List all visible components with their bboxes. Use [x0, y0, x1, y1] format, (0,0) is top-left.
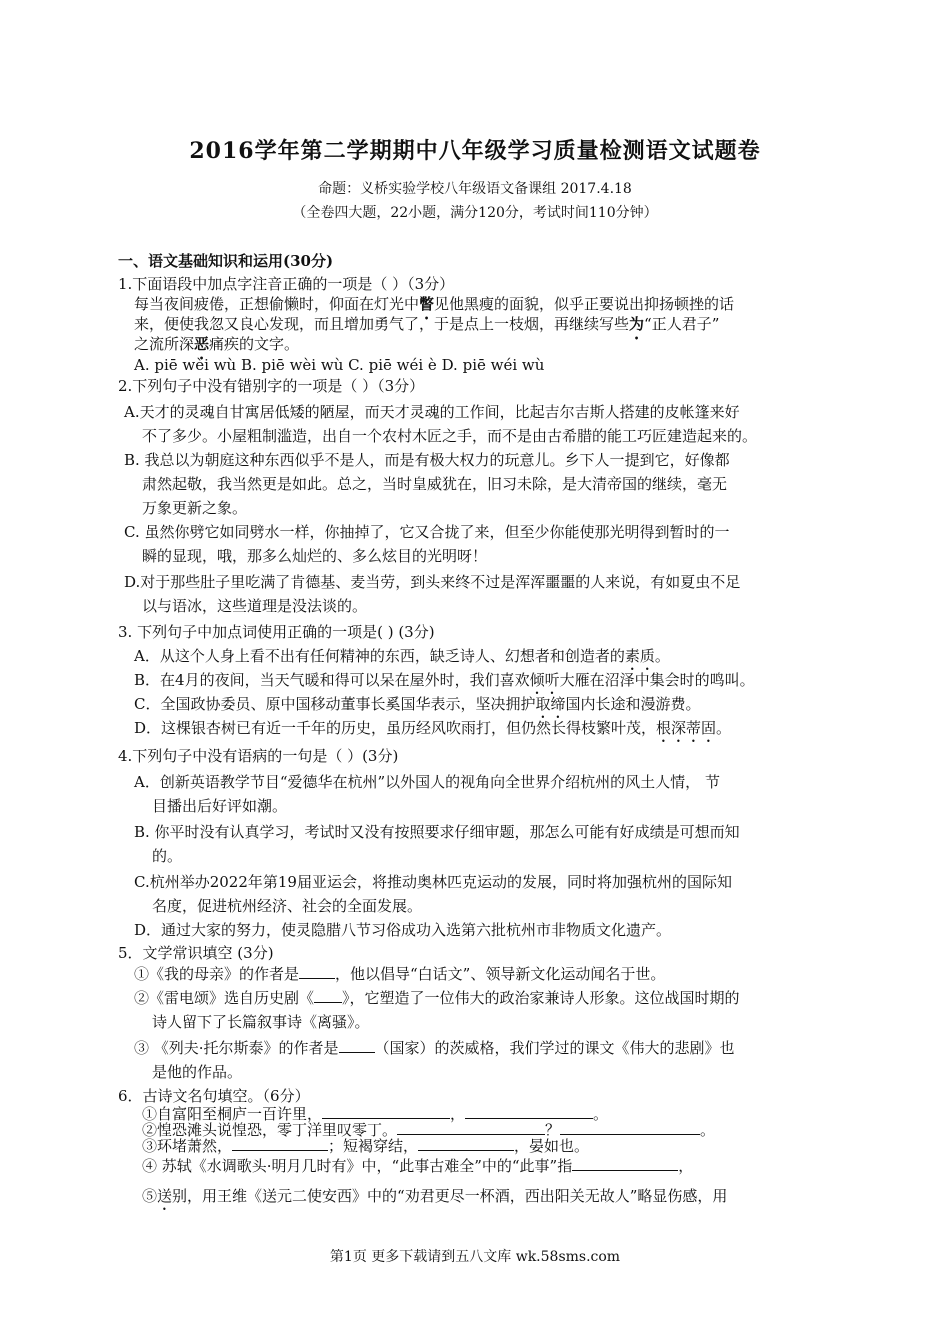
q5-text: 》，它塑造了一位伟大的政治家兼诗人形象。这位战国时期的 — [342, 989, 740, 1007]
q5-item-3 — [134, 1038, 735, 1058]
q2-option-b: B. 我总以为朝庭这种东西似乎不是人，而是有极大权力的玩意儿。乡下人一提到它，好像都 — [124, 451, 730, 469]
answer-blank[interactable] — [572, 1156, 678, 1171]
q3-dotted-word: 素质 — [624, 647, 655, 665]
q1-stem: 1.下面语段中加点字注音正确的一项是（ ）（3分） — [118, 275, 455, 293]
q1-dotted-char: 瞥 — [419, 295, 435, 313]
q2-option-c-cont: 瞬的显现，哦，那多么灿烂的、多么炫目的光明呀！ — [142, 547, 488, 565]
q3-dotted-word: 根深蒂固 — [656, 719, 717, 737]
q2-option-a: A.天才的灵魂自甘寓居低矮的陋屋，而天才灵魂的工作间，比起吉尔吉斯人搭建的皮帐篷来好 — [124, 403, 740, 421]
q4-option-a: A．创新英语教学节目“爱德华在杭州”以外国人的视角向全世界介绍杭州的风土人情， 节 — [134, 773, 720, 791]
q6-text: 。 — [593, 1105, 609, 1123]
q1-passage-text: “正人君子” — [644, 315, 720, 333]
q6-text: ④ 苏轼《水调歌头·明月几时有》中，“此事古难全”中的“此事”指 — [142, 1157, 573, 1175]
q5-item-2 — [134, 988, 740, 1008]
q3-text: 。 — [716, 719, 732, 737]
q6-dotted-char: 送 — [157, 1187, 173, 1205]
q6-item-3 — [142, 1136, 589, 1156]
q1-passage-text: 每当夜间疲倦，正想偷懒时，仰面在灯光中 — [134, 295, 420, 313]
answer-blank[interactable] — [339, 1038, 375, 1053]
q4-option-d: D．通过大家的努力，使灵隐腊八节习俗成功入选第六批杭州市非物质文化遗产。 — [134, 921, 672, 939]
answer-blank[interactable] — [418, 1136, 514, 1151]
q4-option-c: C.杭州举办2022年第19届亚运会，将推动奥林匹克运动的发展，同时将加强杭州的国际知 — [134, 873, 732, 891]
q2-option-b-cont: 肃然起敬，我当然更是如此。总之，当时皇威犹在，旧习未除，是大清帝国的继续，毫无 — [142, 475, 728, 493]
q6-text: ？ — [545, 1121, 561, 1139]
q3-text: C．全国政协委员、原中国移动董事长奚国华表示，坚决拥护 — [134, 695, 536, 713]
q6-text: ；短褐穿结， — [328, 1137, 419, 1155]
q2-option-d: D.对于那些肚子里吃满了肯德基、麦当劳，到头来终不过是浑浑噩噩的人来说，有如夏虫不足 — [124, 573, 741, 591]
q6-item-4 — [142, 1156, 693, 1176]
q5-stem: 5．文学常识填空 (3分) — [118, 944, 274, 962]
q1-passage-text: 痛疾的文字。 — [209, 335, 300, 353]
section-heading: 一、语文基础知识和运用(30分) — [118, 252, 334, 270]
q6-item-5 — [142, 1186, 727, 1214]
q3-dotted-word: 取缔 — [535, 695, 566, 713]
q1-passage-text: 之流所深 — [134, 335, 195, 353]
q5-text: ③ 《列夫·托尔斯泰》的作者是 — [134, 1039, 339, 1057]
q5-text: ②《雷电颂》选自历史剧《 — [134, 989, 315, 1007]
page-footer: 第1页 更多下载请到五八文库 wk.58sms.com — [329, 1249, 621, 1265]
q6-text: 。 — [700, 1121, 716, 1139]
q6-text: 别，用王维《送元二使安西》中的“劝君更尽一杯酒，西出阳关无故人”略显伤感，用 — [172, 1187, 728, 1205]
subtitle-info: （全卷四大题，22小题，满分120分，考试时间110分钟） — [292, 205, 658, 221]
page-title: 2016学年第二学期期中八年级学习质量检测语文试题卷 — [189, 138, 761, 164]
q3-text: 大雁在沼泽中集会时的鸣叫。 — [559, 671, 755, 689]
q5-item-1 — [134, 964, 665, 984]
q1-passage-text: 见他黑瘦的面貌，似乎正要说出抑扬顿挫的话 — [434, 295, 735, 313]
q5-text: ，他以倡导“白话文”、领导新文化运动闻名于世。 — [335, 965, 666, 983]
q1-dotted-char: 为 — [629, 315, 645, 333]
answer-blank[interactable] — [560, 1120, 700, 1135]
q3-option-d — [134, 718, 731, 746]
q6-text: ⑤ — [142, 1187, 158, 1205]
q3-stem: 3. 下列句子中加点词使用正确的一项是( ) (3分) — [118, 623, 435, 641]
q2-option-b-cont: 万象更新之象。 — [142, 499, 248, 517]
answer-blank[interactable] — [314, 988, 342, 1003]
q1-passage-text: 来，便使我忽又良心发现，而且增加勇气了，于是点上一枝烟，再继续写些 — [134, 315, 630, 333]
q1-options: A. piē wèi wù B. piē wèi wù C. piē wéi è D. piē wéi wù — [134, 356, 545, 374]
answer-blank[interactable] — [322, 1104, 450, 1119]
q2-option-a-cont: 不了多少。小屋粗制滥造，出自一个农村木匠之手，而不是由古希腊的能工巧匠建造起来的。 — [142, 427, 758, 445]
q5-item-2-cont: 诗人留下了长篇叙事诗《离骚》。 — [152, 1013, 370, 1031]
q3-text: D．这棵银杏树已有近一千年的历史，虽历经风吹雨打，但仍然长得枝繁叶茂， — [134, 719, 657, 737]
answer-blank[interactable] — [232, 1136, 328, 1151]
q4-option-b-cont: 的。 — [152, 847, 183, 865]
q6-text: ①自富阳至桐庐一百许里， — [142, 1105, 323, 1123]
q6-text: ②惶恐滩头说惶恐，零丁洋里叹零丁。 — [142, 1121, 398, 1139]
q4-stem: 4.下列句子中没有语病的一句是（ ）(3分) — [118, 747, 399, 765]
answer-blank[interactable] — [397, 1120, 545, 1135]
q5-text: ①《我的母亲》的作者是 — [134, 965, 300, 983]
q5-text: （国家）的茨威格，我们学过的课文《伟大的悲剧》也 — [374, 1039, 735, 1057]
q2-option-d-cont: 以与语冰，这些道理是没法谈的。 — [142, 597, 368, 615]
q3-text: B．在4月的夜间，当天气暖和得可以呆在屋外时，我们喜欢 — [134, 671, 530, 689]
q2-option-c: C. 虽然你劈它如同劈水一样，你抽掉了，它又合拢了来，但至少你能使那光明得到暂时的一 — [124, 523, 730, 541]
q5-item-3-cont: 是他的作品。 — [152, 1063, 243, 1081]
q6-text: ， — [450, 1105, 466, 1123]
q4-option-a-cont: 目播出后好评如潮。 — [152, 797, 288, 815]
q3-text: A．从这个人身上看不出有任何精神的东西，缺乏诗人、幻想者和创造者的 — [134, 647, 625, 665]
q6-text: ③环堵萧然， — [142, 1137, 233, 1155]
q3-text: 。 — [654, 647, 670, 665]
q3-dotted-word: 倾听 — [529, 671, 560, 689]
q2-stem: 2.下列句子中没有错别字的一项是（ ）（3分） — [118, 377, 425, 395]
answer-blank[interactable] — [299, 964, 335, 979]
q4-option-b: B. 你平时没有认真学习，考试时又没有按照要求仔细审题，那怎么可能有好成绩是可想而知 — [134, 823, 740, 841]
subtitle-author: 命题：义桥实验学校八年级语文备课组 2017.4.18 — [318, 181, 632, 197]
q6-text: ，晏如也。 — [514, 1137, 590, 1155]
q6-stem: 6．古诗文名句填空。（6分） — [118, 1087, 310, 1105]
q6-text: ， — [678, 1157, 694, 1175]
q3-text: 国内长途和漫游费。 — [565, 695, 701, 713]
q1-dotted-char: 恶 — [194, 335, 210, 353]
q4-option-c-cont: 名度，促进杭州经济、社会的全面发展。 — [152, 897, 423, 915]
answer-blank[interactable] — [465, 1104, 593, 1119]
